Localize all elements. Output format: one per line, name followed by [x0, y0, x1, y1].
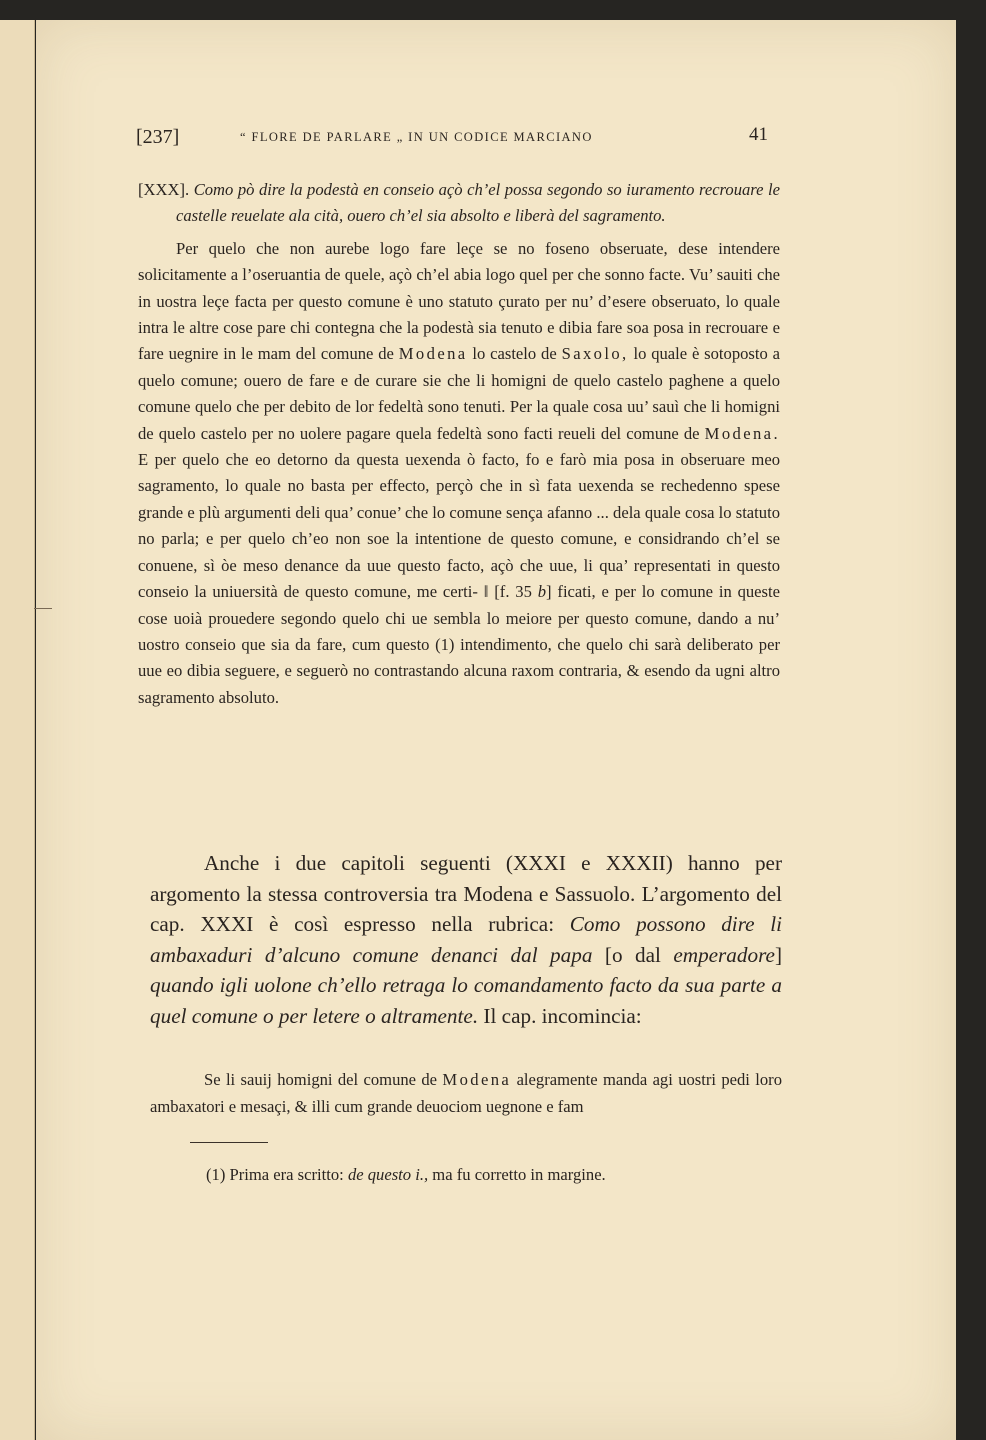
place-modena: Modena. — [704, 423, 780, 443]
editorial-bracket: [o dal — [604, 942, 661, 967]
folio-letter: b — [537, 582, 547, 602]
place-modena: Modena — [442, 1070, 512, 1089]
editorial-bracket: ] — [774, 942, 783, 967]
running-header — [136, 126, 770, 156]
header-page-number: 41 — [749, 124, 768, 145]
chapter-xxx-body — [138, 236, 780, 711]
chapter-xxxi-quote — [150, 1066, 782, 1120]
rubric-quote: Como possono dire li ambaxaduri d’alcuno comune denanci dal papa — [150, 912, 783, 967]
chapter-xxx — [138, 177, 780, 711]
quote-text: Se li sauij homigni del comune de — [204, 1070, 438, 1089]
place-saxolo: Saxolo, — [561, 344, 629, 364]
body-segment: Per quelo che non aurebe logo fare leçe se no foseno obseruate, dese intendere solicitamente a l’oseruantia de quele, açò ch’el abia logo quel per che sonno facte. Vu’ sauiti che in uostra leçe facta per questo comune è uno statuto çurato per nu’ d’esere obseruato, lo quale intra le altre cose pare chi contegna che la podestà sia tenuto e dibia fare soa posa in recrouare e fare uegnire in le mam del comune de — [138, 238, 780, 364]
footnote — [206, 1162, 766, 1188]
place-modena: Modena — [398, 344, 468, 364]
rubric-text: Como pò dire la podestà en conseio açò ch’el possa segondo so iuramento recrouare le castelle reuelate ala cità, ouero ch’el sia absolto e liberà del sagramento. — [176, 180, 780, 226]
rubric-quote: emperadore — [673, 942, 775, 967]
commentary-paragraph — [150, 848, 782, 1032]
margin-mark — [34, 608, 52, 609]
body-segment: lo castelo de — [472, 344, 557, 364]
body-segment: E per quelo che eo detorno da questa uexenda ò facto, fo e farò mia posa in obseruare meo sagramento, lo quale no basta per effecto, perçò che in sì fata uexenda se rechedenno spese grande e plù argumenti deli qua’ conue’ che lo comune sença afanno ... dela quale cosa lo statuto no parla; e per quelo ch’eo non soe la intentione de questo comune, e considrando ch’el se conuene, sì òe meso denance da uue questo facto, açò che uue, li qua’ representati in questo conseio la uniuersità de questo comune, me certi- ‖ [f. 35 — [138, 450, 780, 602]
commentary-text: Il cap. incomincia: — [483, 1003, 642, 1028]
body-segment: ] ficati, e per lo comune in queste cose uoià prouedere segondo quelo chi ue sembla lo meiore per questo comune, dando a nu’ uostro conseio que sia da fare, cum questo (1) intendimento, che quelo chi sarà deliberato per uue eo dibia seguere, e seguerò no contrastando alcuna raxom contraria, & esendo da ugni altro sagramento absoluto. — [138, 582, 780, 707]
footnote-marker: (1) Prima era scritto: — [206, 1165, 344, 1184]
footnote-italic: de questo i., — [347, 1165, 429, 1184]
header-running-title: “ FLORE DE PARLARE „ IN UN CODICE MARCIANO — [240, 130, 593, 144]
commentary-text: Anche i due capitoli seguenti (XXXI e XXXII) hanno per argomento la stessa controversia tra Modena e Sassuolo. L’argomento del cap. XXXI è così espresso nella rubrica: — [150, 851, 782, 937]
rubric-number: [XXX]. — [138, 180, 190, 199]
body-segment: lo quale è sotoposto a quelo comune; ouero de fare e de curare sie che li homigni de quelo castelo paghene a quelo comune quelo che per debito de lor fedeltà sono tenuti. Per la quale cosa uu’ sauì che li homigni de quelo castelo per no uolere pagare quela fedeltà sono facti reueli del comune de — [138, 344, 780, 443]
rubric-quote: quando igli uolone ch’ello retraga lo comandamento facto da sua parte a quel comune o per letere o altramente. — [150, 973, 782, 1028]
header-page-bracket: [237] — [136, 126, 180, 148]
footnote-divider — [190, 1142, 268, 1143]
footnote-text: ma fu corretto in margine. — [432, 1165, 606, 1184]
quote-text: alegramente manda agi uostri pedi loro ambaxatori e mesaçi, & illi cum grande deuociom uegnone e fam — [150, 1070, 782, 1116]
facing-page-edge — [0, 20, 35, 1440]
chapter-xxx-rubric — [138, 177, 780, 230]
